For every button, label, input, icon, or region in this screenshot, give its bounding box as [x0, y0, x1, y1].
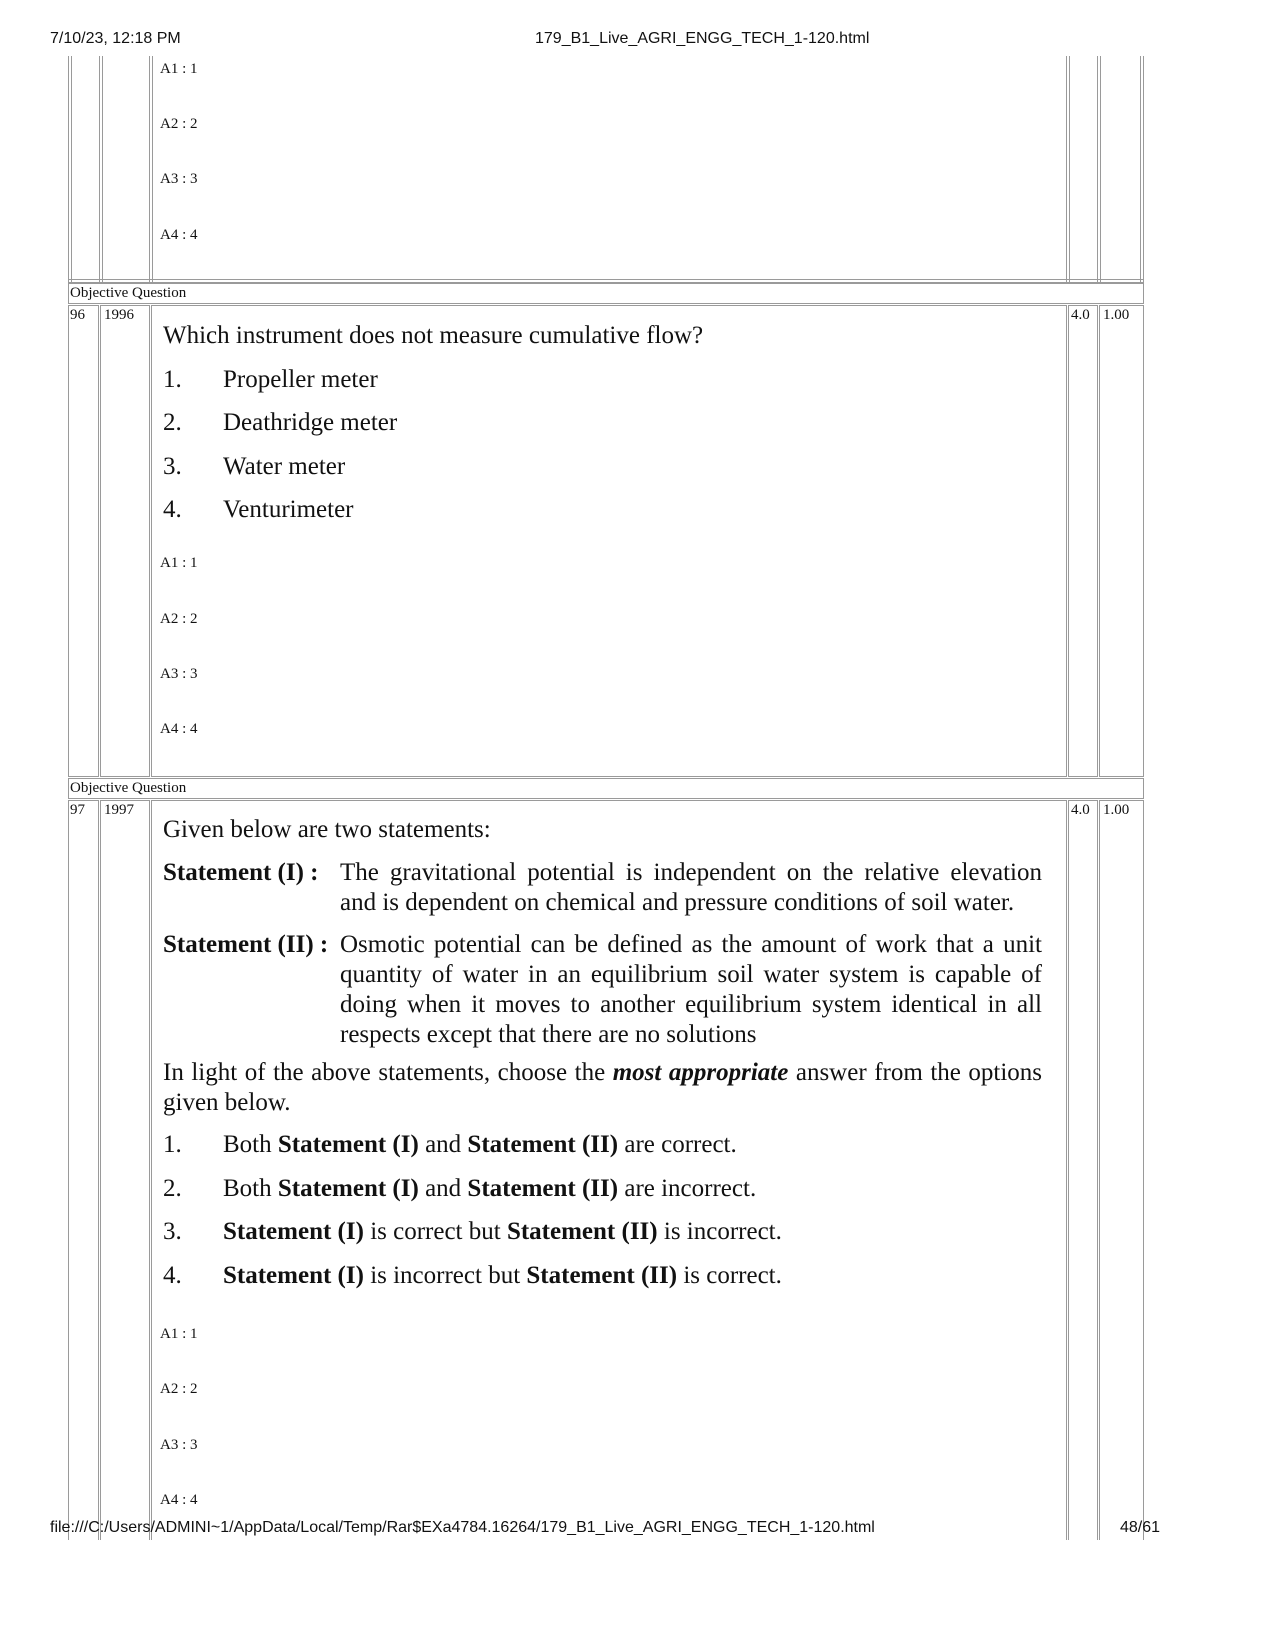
question-id: 1997: [104, 802, 134, 818]
question-negative-marks: 1.00: [1103, 802, 1130, 818]
option-text: Propeller meter: [223, 366, 378, 393]
option-number: 1.: [163, 366, 182, 393]
option-text: Both Statement (I) and Statement (II) are incorrect.: [223, 1175, 757, 1202]
statement-2-label: Statement (II) :: [163, 931, 329, 958]
question-serial: 97: [70, 802, 85, 818]
question-negative-marks: 1.00: [1103, 307, 1130, 323]
answer-option: A3 : 3: [160, 666, 198, 682]
answer-option: A4 : 4: [160, 227, 198, 243]
option-number: 2.: [163, 409, 182, 436]
answer-option: A4 : 4: [160, 721, 198, 737]
option-number: 2.: [163, 1175, 182, 1202]
print-page-number: 48/61: [1120, 1519, 1161, 1536]
answer-option: A2 : 2: [160, 611, 198, 627]
answer-option: A3 : 3: [160, 171, 198, 187]
question-serial: 96: [70, 307, 85, 323]
option-number: 1.: [163, 1131, 182, 1158]
print-datetime: 7/10/23, 12:18 PM: [50, 30, 181, 47]
question-id: 1996: [104, 307, 134, 323]
instruction-emphasis: most appropriate: [612, 1059, 789, 1086]
print-file-path: file:///C:/Users/ADMINI~1/AppData/Local/Temp/Rar$EXa4784.16264/179_B1_Live_AGRI_ENGG_TECH_1-120.html: [50, 1519, 875, 1536]
question-intro: Given below are two statements:: [163, 816, 491, 843]
answer-option: A1 : 1: [160, 1326, 198, 1342]
statement-1-text: The gravitational potential is independent on the relative elevation and is dependent on chemical and pressure conditions of soil water.: [340, 859, 1042, 916]
option-text: Statement (I) is incorrect but Statement (II) is correct.: [223, 1262, 782, 1289]
option-text: Both Statement (I) and Statement (II) are correct.: [223, 1131, 737, 1158]
statement-2-text: Osmotic potential can be defined as the amount of work that a unit quantity of water in an equilibrium soil water system is capable of doing when it moves to another equilibrium system identical in all respects except that there are no solutions: [340, 931, 1042, 1048]
option-number: 4.: [163, 496, 182, 523]
answer-option: A4 : 4: [160, 1492, 198, 1508]
question-marks: 4.0: [1071, 307, 1090, 323]
option-text: Venturimeter: [223, 496, 354, 523]
instruction-text: In light of the above statements, choose the: [163, 1059, 613, 1086]
question-instruction: [163, 1058, 1042, 1118]
option-text: Water meter: [223, 453, 346, 480]
option-number: 3.: [163, 1218, 182, 1245]
answer-option: A3 : 3: [160, 1437, 198, 1453]
answer-option: A2 : 2: [160, 1381, 198, 1397]
answer-option: A2 : 2: [160, 116, 198, 132]
answer-option: A1 : 1: [160, 61, 198, 77]
option-number: 4.: [163, 1262, 182, 1289]
question-type-label: Objective Question: [70, 780, 187, 796]
question-stem: Which instrument does not measure cumulative flow?: [163, 322, 704, 349]
statement-1-label: Statement (I) :: [163, 859, 319, 886]
instruction-text: answer from the options given below.: [163, 1059, 1043, 1116]
answer-option: A1 : 1: [160, 555, 198, 571]
question-type-label: Objective Question: [70, 285, 187, 301]
option-text: Deathridge meter: [223, 409, 398, 436]
option-text: Statement (I) is correct but Statement (II) is incorrect.: [223, 1218, 782, 1245]
question-marks: 4.0: [1071, 802, 1090, 818]
print-page-title: 179_B1_Live_AGRI_ENGG_TECH_1-120.html: [535, 30, 870, 47]
option-number: 3.: [163, 453, 182, 480]
